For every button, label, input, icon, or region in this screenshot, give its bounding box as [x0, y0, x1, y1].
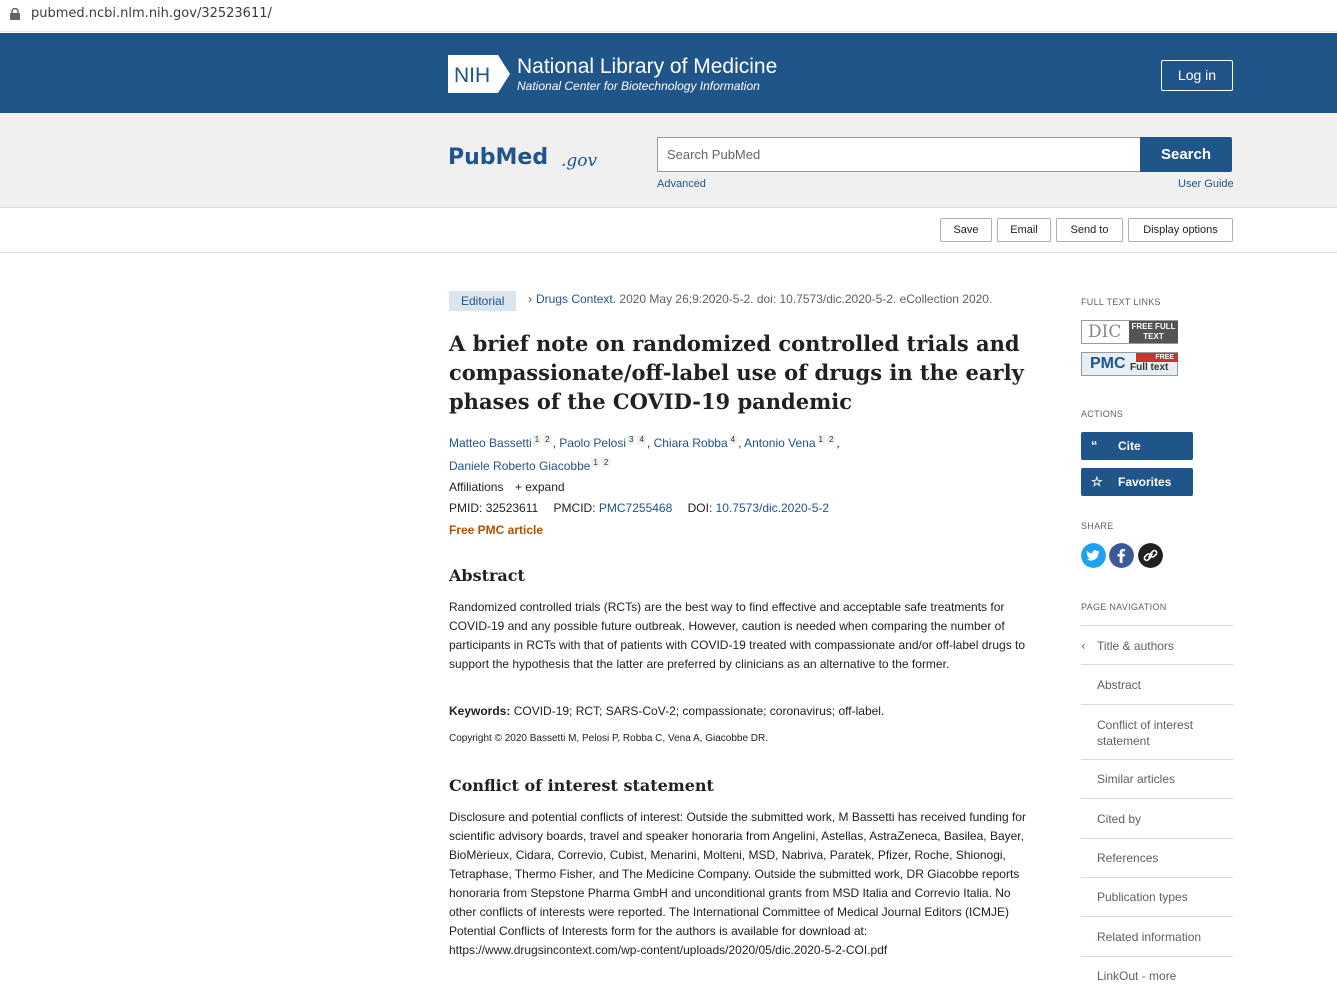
quote-icon: “ [1091, 438, 1098, 453]
journal-link[interactable]: Drugs Context. [536, 292, 617, 306]
pmid-value: 32523611 [485, 501, 539, 515]
keywords-value: COVID-19; RCT; SARS-CoV-2; compassionate; coronavirus; off-label. [513, 704, 885, 718]
abstract-heading: Abstract [449, 566, 525, 585]
cite-button[interactable] [1081, 432, 1193, 460]
coi-text: Disclosure and potential conflicts of interest: Outside the submitted work, M Bassetti has received funding for scientific advisory boards, travel and speaker honoraria from Angelini, Astellas, AstraZeneca, Basilea, Bayer, BioMèrieux, Cidara, Correvio, Cubist, Menarini, Molteni, MSD, Nabriva, Paratek, Pfizer, Roche, Shionogi, Tetraphase, Thermo Fisher, and The Medicine Company. Outside the submitted work, DR Giacobbe reports honoraria from Stepstone Pharma GmbH and unconditional grants from MSD Italia and Correvio Italia. No other conflicts of interests were reported. The International Committee of Medical Journal Editors (ICMJE) Potential Conflicts of Interests form for the authors is available for download at: https://www.drugsincontext.com/wp-content/uploads/2020/05/dic.2020-5-2-COI.pdf [449, 810, 1026, 957]
email-button[interactable]: Email [997, 218, 1051, 242]
pmc-logo: PMC [1090, 355, 1126, 372]
pmcid-link[interactable]: PMC7255468 [598, 501, 673, 515]
plus-icon: + [514, 480, 522, 494]
nav-label: Similar articles [1097, 772, 1176, 786]
actions-heading: ACTIONS [1081, 409, 1124, 419]
nih-logo[interactable] [448, 55, 510, 93]
url-text: pubmed.ncbi.nlm.nih.gov/32523611/ [31, 6, 272, 21]
search-button[interactable]: Search [1140, 137, 1232, 172]
nav-label: Title & authors [1097, 639, 1174, 653]
nav-references[interactable] [1081, 839, 1233, 878]
publication-type-badge[interactable]: Editorial [449, 291, 516, 311]
affiliation-ref[interactable]: 2 [603, 458, 609, 467]
nav-label: Publication types [1097, 890, 1188, 904]
nav-publication-types[interactable] [1081, 878, 1233, 917]
copyright-text: Copyright © 2020 Bassetti M, Pelosi P, Robba C, Vena A, Giacobbe DR. [449, 733, 769, 744]
star-icon: ☆ [1091, 474, 1103, 489]
identifiers-line [449, 501, 829, 515]
abstract-text: Randomized controlled trials (RCTs) are the best way to find effective and acceptable safe treatments for COVID-19 and any possible future outbreak. However, caution is needed when comparing the number of participants in RCTs with that of patients with COVID-19 treated with compassionate and/or off-label drugs to support the hypothesis that the latter are preferred by clinicians as an alternative to the former. [449, 600, 1026, 671]
affiliation-ref[interactable]: 1 [534, 435, 540, 444]
nlm-title[interactable]: National Library of Medicine [517, 55, 778, 78]
save-button[interactable]: Save [940, 218, 992, 242]
lock-icon [10, 8, 20, 20]
free-full-text-badge: FREE FULL TEXT [1129, 321, 1178, 343]
affiliations-label: Affiliations [449, 480, 504, 494]
pmc-full-text-link[interactable] [1081, 352, 1178, 376]
twitter-icon[interactable] [1081, 543, 1106, 568]
author-link[interactable]: Chiara Robba [653, 436, 728, 450]
nih-logo-text: NIH [454, 64, 491, 87]
nav-title-authors[interactable] [1081, 625, 1233, 665]
affiliation-ref[interactable]: 3 [629, 435, 634, 444]
display-options-button[interactable]: Display options [1128, 218, 1233, 242]
citation-details: 2020 May 26;9:2020-5-2. doi: 10.7573/dic.2020-5-2. eCollection 2020. [619, 292, 993, 306]
expand-label: expand [525, 480, 565, 494]
nav-similar-articles[interactable] [1081, 760, 1233, 799]
affiliation-ref[interactable]: 2 [828, 435, 834, 444]
pmid-label: PMID: [449, 501, 483, 515]
dic-logo: DIC [1088, 322, 1122, 342]
pubmed-logo-text: PubMed [448, 145, 549, 170]
ncbi-subtitle: National Center for Biotechnology Information [517, 79, 760, 93]
search-input[interactable]: Search PubMed [657, 137, 1141, 172]
nav-label: Conflict of interest statement [1097, 718, 1194, 748]
affiliation-ref[interactable]: 2 [545, 435, 550, 444]
pmc-free-badge: FREE [1136, 353, 1178, 362]
nav-cited-by[interactable] [1081, 799, 1233, 839]
author-link[interactable]: Daniele Roberto Giacobbe [449, 459, 591, 473]
nav-abstract[interactable] [1081, 665, 1233, 705]
nav-label: Related information [1097, 930, 1202, 944]
user-guide-link[interactable]: User Guide [1178, 178, 1234, 190]
cite-label: Cite [1118, 439, 1141, 453]
nav-label: Cited by [1097, 812, 1142, 826]
doi-label: DOI: [687, 501, 713, 515]
article-toolbar [0, 208, 1337, 253]
pubmed-logo[interactable] [448, 135, 598, 177]
coi-heading: Conflict of interest statement [449, 776, 714, 795]
author-list: Matteo Bassetti $^1$ $^2$ , Paolo Pelosi $^3$ $^4$ , Chiara Robba $^4$ , Antonio Vena $^1$ $^2$ , Daniele Roberto Giacobbe $^1$ $^2$ [449, 435, 840, 473]
doi-link[interactable]: 10.7573/dic.2020-5-2 [715, 501, 830, 515]
free-pmc-badge: Free PMC article [449, 523, 544, 537]
pubmed-logo-suffix: .gov [561, 151, 598, 171]
keywords-label: Keywords: [449, 704, 511, 718]
author-link[interactable]: Paolo Pelosi [559, 436, 627, 450]
page-navigation-heading: PAGE NAVIGATION [1081, 602, 1167, 612]
affiliation-ref[interactable]: 1 [593, 458, 598, 467]
favorites-button[interactable] [1081, 468, 1193, 496]
nih-header [0, 33, 1337, 113]
pmcid-label: PMCID: [553, 501, 596, 515]
chevron-left-icon: ‹ [1081, 639, 1086, 653]
share-heading: SHARE [1081, 521, 1114, 531]
author-link[interactable]: Matteo Bassetti [449, 436, 532, 450]
affiliation-ref[interactable]: 4 [730, 435, 736, 444]
nav-related-information[interactable] [1081, 917, 1233, 957]
affiliations-toggle[interactable] [449, 480, 565, 494]
affiliation-ref[interactable]: 4 [639, 435, 644, 444]
article-title: A brief note on randomized controlled trials and compassionate/off-label use of drugs in the early phases of the COVID-19 pandemic [449, 331, 1024, 414]
send-to-button[interactable]: Send to [1056, 218, 1123, 242]
expand-affiliations[interactable] [515, 480, 565, 494]
favorites-label: Favorites [1118, 475, 1172, 489]
facebook-icon[interactable] [1109, 543, 1134, 568]
keywords-line [449, 704, 884, 718]
full-text-links-heading: FULL TEXT LINKS [1081, 297, 1161, 307]
search-band [0, 113, 1337, 208]
nav-linkout[interactable] [1081, 957, 1233, 990]
nav-conflict-of-interest[interactable] [1081, 705, 1233, 760]
affiliation-ref[interactable]: 1 [818, 435, 823, 444]
nav-label: References [1097, 851, 1159, 865]
login-button[interactable]: Log in [1161, 60, 1233, 91]
chevron-right-icon: › [528, 292, 532, 306]
nav-label: Abstract [1097, 678, 1142, 692]
nav-label: LinkOut - more [1097, 969, 1177, 983]
browser-url-bar[interactable] [0, 0, 1337, 32]
dic-full-text-link[interactable] [1081, 320, 1178, 344]
author-link[interactable]: Antonio Vena [744, 436, 816, 450]
pmc-full-text-label: Full text [1130, 362, 1169, 373]
citation-line [528, 292, 992, 306]
advanced-search-link[interactable]: Advanced [657, 178, 706, 190]
link-icon[interactable] [1138, 543, 1163, 568]
